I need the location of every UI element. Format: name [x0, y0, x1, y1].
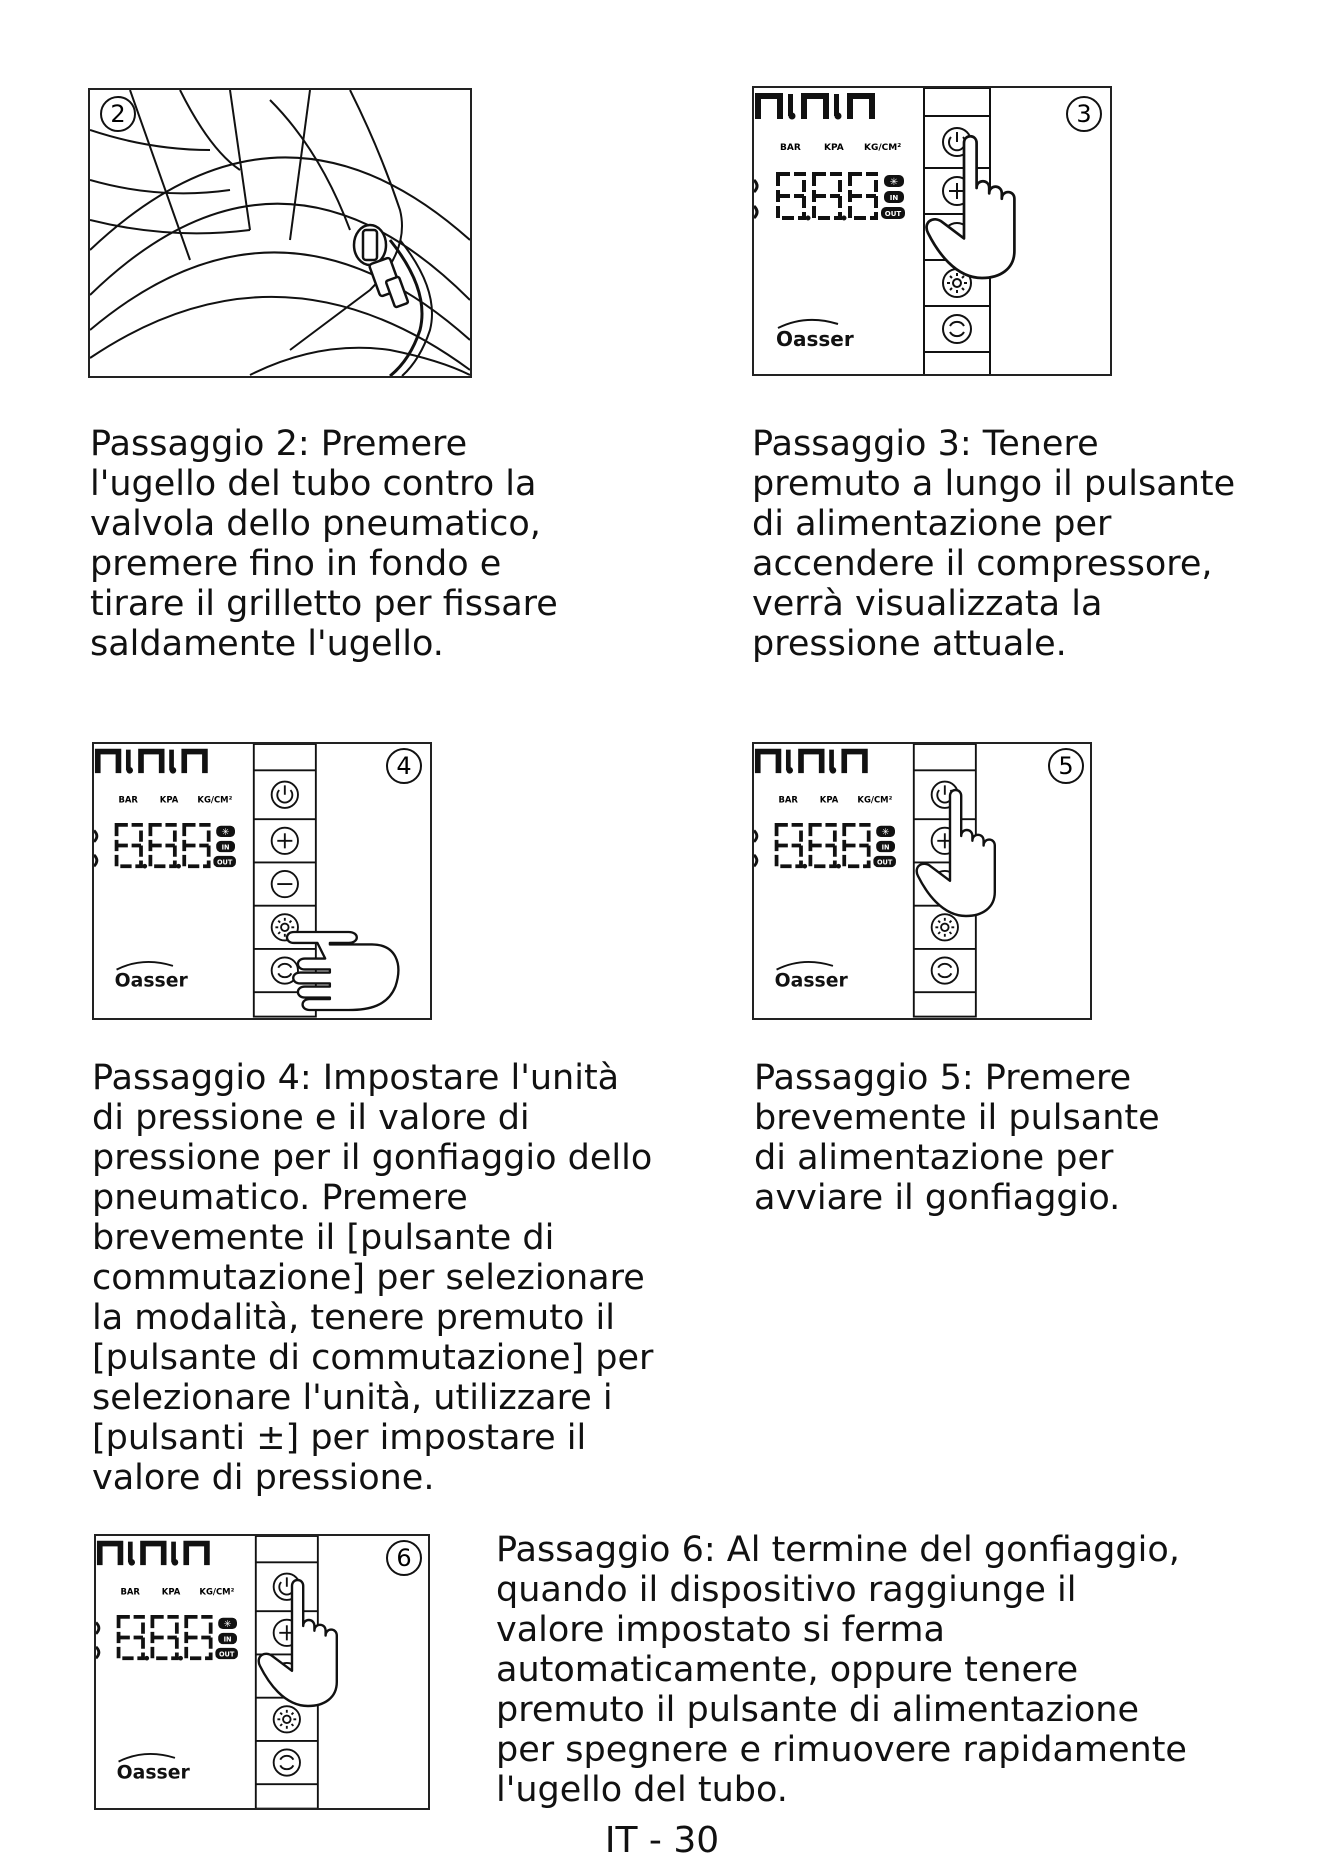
caption-line: Passaggio 5: Premere	[754, 1058, 1132, 1098]
caption-line: per spegnere e rimuovere rapidamente	[496, 1730, 1187, 1770]
caption-line: avviare il gonfiaggio.	[754, 1178, 1121, 1218]
step-3-figure	[752, 86, 1112, 376]
step-6-caption	[496, 1530, 1187, 1810]
caption-line: commutazione] per selezionare	[92, 1258, 645, 1298]
step-6-badge: 6	[396, 1544, 412, 1572]
caption-line: l'ugello del tubo contro la	[90, 464, 537, 504]
caption-line: l'ugello del tubo.	[496, 1770, 788, 1810]
caption-line: tirare il grilletto per fissare	[90, 584, 558, 624]
caption-line: Passaggio 6: Al termine del gonfiaggio,	[496, 1530, 1180, 1570]
caption-line: di alimentazione per	[754, 1138, 1114, 1178]
step-6-figure	[94, 1534, 430, 1810]
page-number: IT - 30	[604, 1820, 720, 1861]
caption-line: quando il dispositivo raggiunge il	[496, 1570, 1077, 1610]
step-3-caption	[752, 424, 1235, 664]
step-2-caption	[90, 424, 558, 664]
caption-line: pressione per il gonfiaggio dello	[92, 1138, 653, 1178]
caption-line: Passaggio 3: Tenere	[752, 424, 1099, 464]
caption-line: saldamente l'ugello.	[90, 624, 444, 664]
caption-line: valore impostato si ferma	[496, 1610, 945, 1650]
step-4-caption	[92, 1058, 653, 1498]
caption-line: Passaggio 4: Impostare l'unità	[92, 1058, 620, 1098]
caption-line: pressione attuale.	[752, 624, 1067, 664]
caption-line: verrà visualizzata la	[752, 584, 1103, 624]
step-4-figure	[92, 742, 432, 1020]
step-3-badge: 3	[1076, 100, 1092, 128]
caption-line: [pulsanti ±] per impostare il	[92, 1418, 587, 1458]
caption-line: di pressione e il valore di	[92, 1098, 530, 1138]
step-2-badge: 2	[110, 100, 126, 128]
caption-line: valore di pressione.	[92, 1458, 435, 1498]
caption-line: automaticamente, oppure tenere	[496, 1650, 1079, 1690]
caption-line: Passaggio 2: Premere	[90, 424, 468, 464]
caption-line: la modalità, tenere premuto il	[92, 1298, 615, 1338]
caption-line: selezionare l'unità, utilizzare i	[92, 1378, 613, 1418]
caption-line: di alimentazione per	[752, 504, 1112, 544]
step-2-figure	[88, 88, 472, 378]
caption-line: premuto a lungo il pulsante	[752, 464, 1236, 504]
step-5-caption	[754, 1058, 1160, 1218]
caption-line: pneumatico. Premere	[92, 1178, 468, 1218]
caption-line: premere fino in fondo e	[90, 544, 502, 584]
caption-line: accendere il compressore,	[752, 544, 1213, 584]
caption-line: brevemente il pulsante	[754, 1098, 1160, 1138]
step-5-figure	[752, 742, 1092, 1020]
caption-line: premuto il pulsante di alimentazione	[496, 1690, 1140, 1730]
caption-line: [pulsante di commutazione] per	[92, 1338, 654, 1378]
caption-line: brevemente il [pulsante di	[92, 1218, 555, 1258]
caption-line: valvola dello pneumatico,	[90, 504, 541, 544]
step-5-badge: 5	[1058, 752, 1074, 780]
step-4-badge: 4	[396, 752, 412, 780]
